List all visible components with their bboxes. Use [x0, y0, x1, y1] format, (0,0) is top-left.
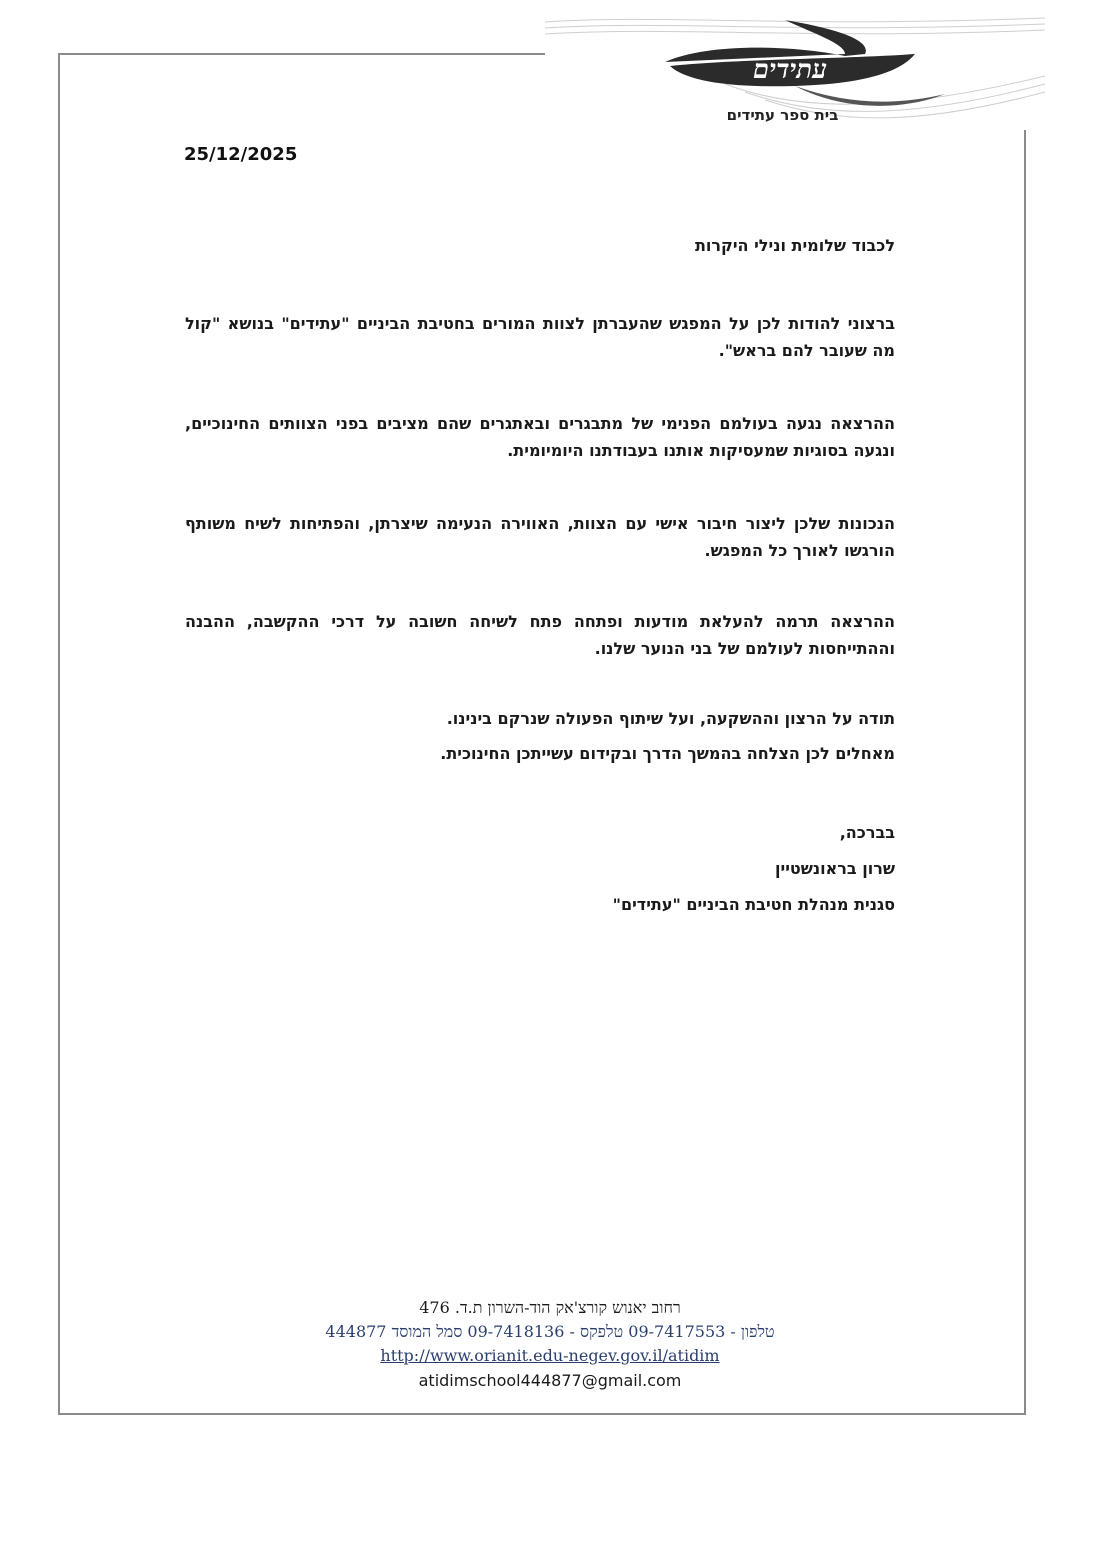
paragraph-3: הנכונות שלכן ליצור חיבור אישי עם הצוות, האווירה הנעימה שיצרתן, והפתיחות לשיח משותף הורגשו לאורך כל המפגש.	[185, 514, 895, 560]
signer-title: סגנית מנהלת חטיבת הביניים "עתידים"	[612, 895, 895, 914]
footer-address: רחוב יאנוש קורצ'אק הוד-השרון ת.ד. 476	[419, 1298, 681, 1317]
paragraph-6: מאחלים לכן הצלחה בהמשך הדרך ובקידום עשייתכן החינוכית.	[440, 744, 895, 763]
closing: בברכה,	[839, 823, 895, 842]
letter-date: 25/12/2025	[184, 144, 298, 165]
signer-name: שרון בראונשטיין	[774, 859, 895, 878]
paragraph-2: ההרצאה נגעה בעולמם הפנימי של מתבגרים ובאתגרים שהם מציבים בפני הצוותים החינוכיים, ונגעה בסוגיות שמעסיקות אותנו בעבודתנו היומיומית.	[185, 414, 895, 460]
footer-email: atidimschool444877@gmail.com	[418, 1371, 682, 1390]
footer-contact: טלפון - 09-7417553 טלפקס - 09-7418136 סמל המוסד 444877	[325, 1322, 775, 1341]
paragraph-4: ההרצאה תרמה להעלאת מודעות ופתחה פתח לשיחה חשובה על דרכי ההקשבה, ההבנה וההתייחסות לעולמם של בני הנוער שלנו.	[185, 612, 895, 658]
paragraph-1: ברצוני להודות לכן על המפגש שהעברתן לצוות המורים בחטיבת הביניים "עתידים" בנושא "קול מה שעובר להם בראש".	[185, 314, 895, 360]
salutation: לכבוד שלומית ונילי היקרות	[694, 236, 895, 255]
signature-block	[185, 815, 895, 923]
footer-website	[200, 1346, 900, 1365]
logo-text: עתידים	[753, 55, 827, 85]
school-name: בית ספר עתידים	[726, 106, 839, 124]
website-link[interactable]: http://www.orianit.edu-negev.gov.il/atidim	[380, 1346, 720, 1365]
paragraph-5: תודה על הרצון וההשקעה, ועל שיתוף הפעולה שנרקם בינינו.	[446, 709, 895, 728]
